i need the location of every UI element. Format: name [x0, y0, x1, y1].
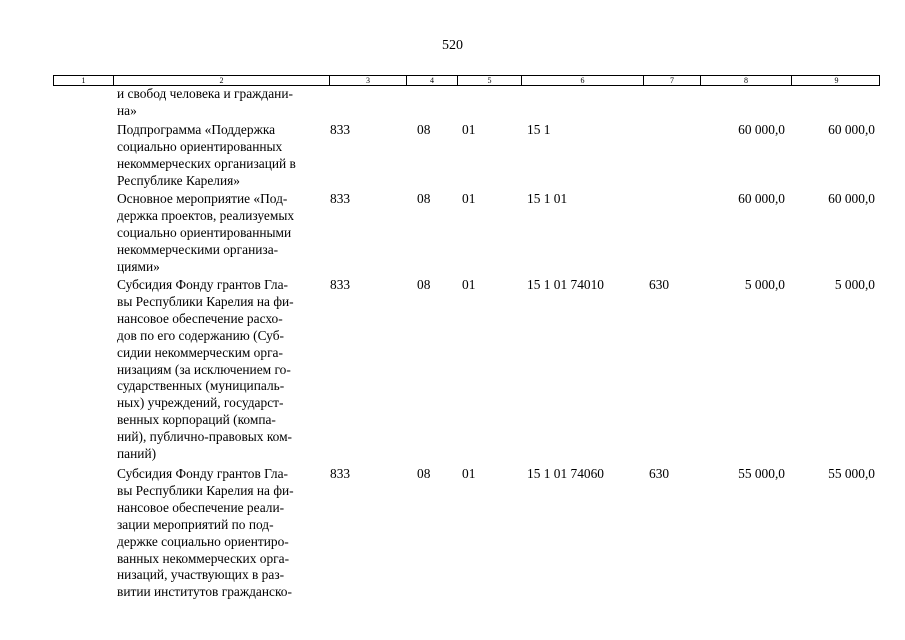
header-col-5: 5 [457, 76, 521, 85]
cell-amount-1: 5 000,0 [744, 277, 785, 292]
cell-subsection: 01 [462, 122, 476, 137]
header-col-7: 7 [643, 76, 700, 85]
cell-subsection: 01 [462, 466, 476, 481]
cell-target-code: 15 1 [527, 122, 551, 137]
cell-amount-1: 60 000,0 [738, 122, 785, 137]
cell-subsection: 01 [462, 277, 476, 292]
cell-amount-2: 5 000,0 [834, 277, 875, 292]
header-col-3: 3 [329, 76, 406, 85]
cell-section: 08 [417, 466, 431, 481]
cell-amount-1: 55 000,0 [738, 466, 785, 481]
cell-ministry-code: 833 [330, 191, 351, 206]
cell-ministry-code: 833 [330, 466, 351, 481]
cell-ministry-code: 833 [330, 122, 351, 137]
cell-section: 08 [417, 277, 431, 292]
cell-target-code: 15 1 01 74010 [527, 277, 604, 292]
header-col-9: 9 [791, 76, 881, 85]
cell-target-code: 15 1 01 74060 [527, 466, 604, 481]
cell-amount-2: 60 000,0 [828, 122, 875, 137]
header-col-4: 4 [406, 76, 457, 85]
row-name: Субсидия Фонду грантов Гла- вы Республики Карелия на фи- нансовое обеспечение расхо- дов по его содержанию (Суб- сидии некоммерческим орга- низациям (за исключением го- сударственных (муниципаль- ных) учреждений, государст- венных корпораций (компа- ний), публично-правовых ком- паний) [117, 277, 294, 462]
cell-ministry-code: 833 [330, 277, 351, 292]
header-col-2: 2 [113, 76, 329, 85]
header-col-6: 6 [521, 76, 643, 85]
cell-expense-type: 630 [649, 277, 670, 292]
header-col-8: 8 [700, 76, 791, 85]
row-name: Основное мероприятие «Под- держка проектов, реализуемых социально ориентированными некоммерческими организа- циями» [117, 191, 295, 274]
cell-expense-type: 630 [649, 466, 670, 481]
table-header-row [53, 75, 880, 86]
header-col-1: 1 [81, 76, 86, 85]
cell-section: 08 [417, 122, 431, 137]
cell-amount-2: 60 000,0 [828, 191, 875, 206]
continued-text: и свобод человека и граждани- на» [117, 86, 293, 118]
cell-amount-2: 55 000,0 [828, 466, 875, 481]
cell-target-code: 15 1 01 [527, 191, 568, 206]
row-name: Субсидия Фонду грантов Гла- вы Республики Карелия на фи- нансовое обеспечение реали- зации мероприятий по под- держке социально ориентиро- ванных некоммерческих орга- низаций, участвующих в раз- витии институтов гражданско- [117, 466, 294, 600]
cell-subsection: 01 [462, 191, 476, 206]
cell-section: 08 [417, 191, 431, 206]
cell-amount-1: 60 000,0 [738, 191, 785, 206]
page-number: 520 [442, 38, 463, 53]
row-name: Подпрограмма «Поддержка социально ориентированных некоммерческих организаций в Республике Карелия» [117, 122, 296, 188]
